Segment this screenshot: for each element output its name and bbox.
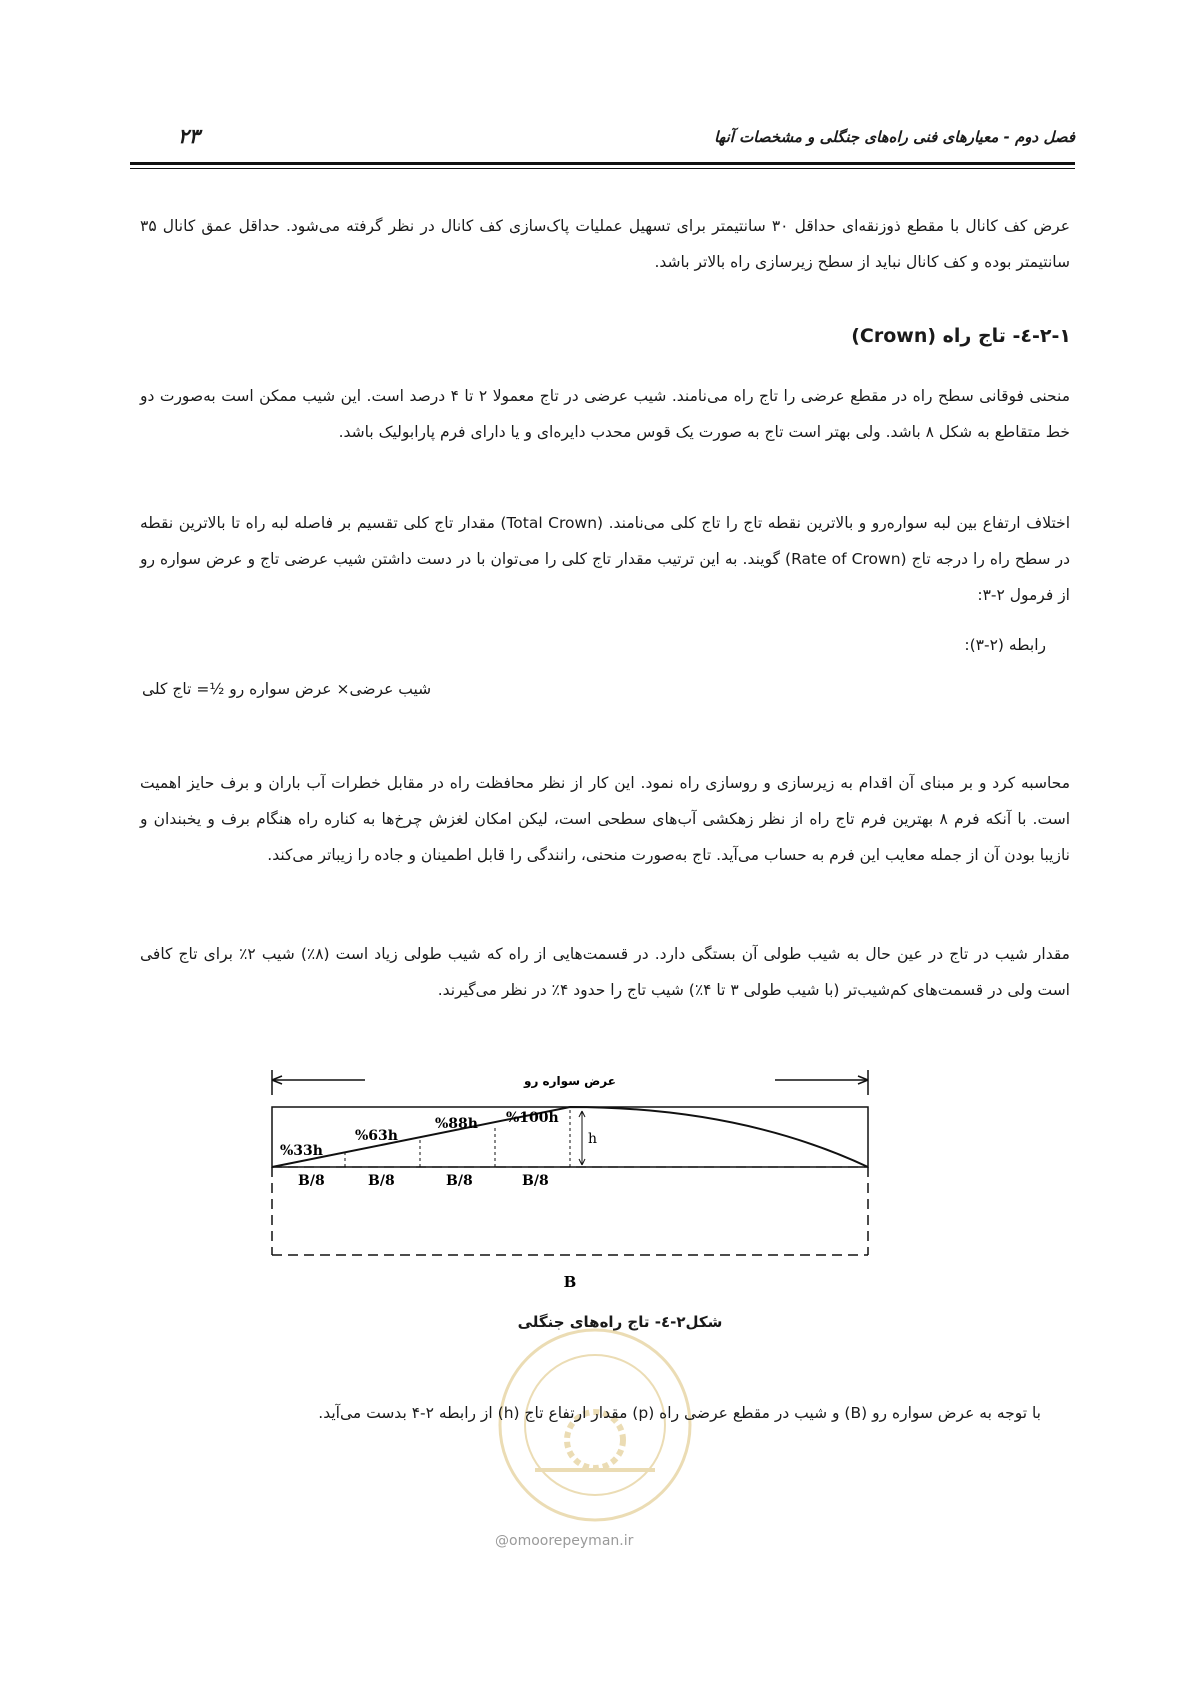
label-33h: %33h [280, 1143, 323, 1159]
formula: شیب عرضی× عرض سواره رو ½= تاج کلی [142, 680, 432, 698]
closing-paragraph: با توجه به عرض سواره رو (B) و شیب در مقطع عرضی راه (p) مقدار ارتفاع تاج (h) از رابطه ۲-۴ بدست می‌آید. [318, 1404, 1041, 1422]
chapter-title: فصل دوم - معیارهای فنی راه‌های جنگلی و مشخصات آنها [714, 128, 1075, 146]
header-rule-thick [130, 162, 1075, 165]
segment-label: B/8 [368, 1173, 395, 1189]
h-label: h [588, 1131, 598, 1147]
segment-label: B/8 [446, 1173, 473, 1189]
paragraph-crown-definition: منحنی فوقانی سطح راه در مقطع عرضی را تاج راه می‌نامند. شیب عرضی در تاج معمولا ۲ تا ۴ درصد است. این شیب ممکن است به‌صورت دو خط متقاطع به شکل ۸ باشد. ولی بهتر است تاج به صورت یک قوس محدب دایره‌ای و یا دارای فرم پارابولیک باشد. [140, 387, 1070, 441]
segment-label: B/8 [298, 1173, 325, 1189]
label-100h: %100h [506, 1110, 559, 1126]
page-header [130, 124, 1075, 158]
segment-label: B/8 [522, 1173, 549, 1189]
width-label: عرض سواره رو [524, 1074, 616, 1088]
paragraph-total-crown: اختلاف ارتفاع بین لبه سواره‌رو و بالاترین نقطه تاج را تاج کلی می‌نامند. (Total Crown) مقدار تاج کلی تقسیم بر فاصله لبه راه تا بالاترین نقطه در سطح راه را درجه تاج (Rate of Crown) گویند. به این ترتیب مقدار تاج کلی را می‌توان با در دست داشتن شیب عرضی تاج و عرض سواره رو از فرمول ۲-۳: [140, 514, 1071, 604]
paragraph-slope: مقدار شیب در تاج در عین حال به شیب طولی آن بستگی دارد. در قسمت‌هایی از راه که شیب طولی زیاد است (۸٪) شیب ۲٪ برای تاج کافی است ولی در قسمت‌های کم‌شیب‌تر (با شیب طولی ۳ تا ۴٪) شیب تاج را حدود ۴٪ در نظر می‌گیرند. [140, 945, 1070, 999]
h-marker [579, 1111, 585, 1165]
label-63h: %63h [355, 1128, 398, 1144]
watermark-url: @omoorepeyman.ir [495, 1533, 634, 1549]
watermark-logo [490, 1320, 700, 1530]
crown-diagram [270, 1055, 930, 1300]
dashed-bottom [272, 1167, 868, 1255]
bottom-label: B [563, 1273, 577, 1291]
label-88h: %88h [435, 1116, 478, 1132]
figure-caption: شکل۲-٤- تاج راه‌های جنگلی [517, 1313, 723, 1331]
section-heading: ۲-۱-٤- تاج راه (Crown) [851, 325, 1071, 347]
intro-paragraph: عرض کف کانال با مقطع ذوزنقه‌ای حداقل ۳۰ سانتیمتر برای تسهیل عملیات پاک‌سازی کف کانال در نظر گرفته می‌شود. حداقل عمق کانال ۳۵ سانتیمتر بوده و کف کانال نباید از سطح زیرسازی راه بالاتر باشد. [140, 217, 1070, 271]
page-number: ۲۳ [178, 124, 200, 148]
formula-label: رابطه (۲-۳): [964, 636, 1046, 654]
paragraph-construction: محاسبه کرد و بر مبنای آن اقدام به زیرسازی و روسازی راه نمود. این کار از نظر محافظت راه در مقابل خطرات آب باران و برف حایز اهمیت است. با آنکه فرم ۸ بهترین فرم تاج راه از نظر زهکشی آب‌های سطحی است، لیکن امکان لغزش چرخ‌ها به کناره راه هنگام برف و یخبندان و نازیبا بودن آن از جمله معایب این فرم به حساب می‌آید. تاج به‌صورت منحنی، رانندگی را قابل اطمینان و جاده را زیباتر می‌کند. [140, 774, 1071, 864]
header-rule-thin [130, 168, 1075, 169]
